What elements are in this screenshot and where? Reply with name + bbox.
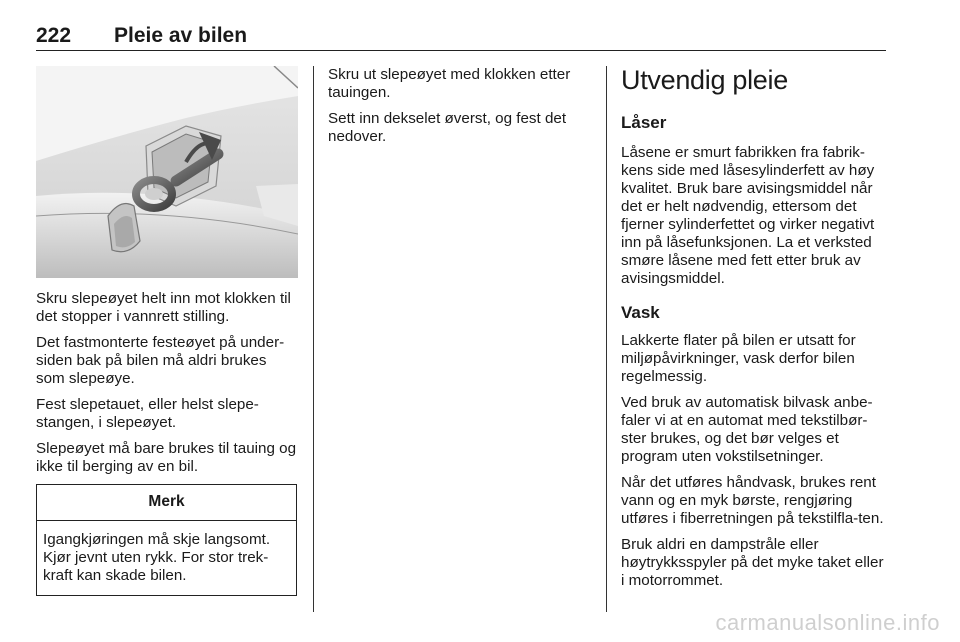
locks-paragraph: Låsene er smurt fabrikken fra fabrik-kens side med låsesylinderfett av høy kvalitet. Bruk bare avisingsmiddel når det er helt nødvendig, ettersom det fjerner sylinderfettet og virker negativt inn på låsefunksjonen. La et verksted smøre låsene med fett etter bruk av avisingsmiddel. [621,144,875,287]
towing-eye-illustration [36,66,298,278]
wash-paragraph: Når det utføres håndvask, brukes rent vann og en myk børste, rengjøring utføres i fiberretningen på tekstilfla-ten. [621,474,884,527]
towing-eye-drawing [36,66,298,278]
middle-column [328,66,592,154]
instruction-paragraph: Sett inn dekselet øverst, og fest det nedover. [328,110,567,145]
instruction-paragraph: Slepeøyet må bare brukes til tauing og ikke til berging av en bil. [36,440,297,475]
subsection-title-wash: Vask [621,303,660,322]
chapter-title: Pleie av bilen [114,24,248,47]
note-text: Igangkjøringen må skje langsomt. Kjør jevnt uten rykk. For stor trek-kraft kan skade bilen. [43,531,271,584]
wash-paragraph: Lakkerte flater på bilen er utsatt for miljøpåvirkninger, vask derfor bilen regelmessig. [621,332,856,385]
note-box [36,484,297,596]
instruction-paragraph: Skru ut slepeøyet med klokken etter tauingen. [328,66,571,101]
instruction-paragraph: Fest slepetauet, eller helst slepe-stangen, i slepeøyet. [36,396,259,431]
right-column [621,62,891,598]
wash-paragraph: Bruk aldri en dampstråle eller høytrykksspyler på det myke taket eller i motorrommet. [621,536,884,589]
wash-paragraph: Ved bruk av automatisk bilvask anbe-faler vi at en automat med tekstilbør-ster brukes, og det bør velges et program uten vokstilsetninger. [621,394,873,465]
section-title: Utvendig pleie [621,65,788,95]
subsection-title-locks: Låser [621,113,667,132]
watermark-text: carmanualsonline.info [715,610,940,635]
column-divider [313,66,314,612]
left-column [36,66,298,596]
column-divider [606,66,607,612]
instruction-paragraph: Skru slepeøyet helt inn mot klokken til det stopper i vannrett stilling. [36,290,291,325]
note-title: Merk [37,485,296,521]
page-header [36,22,886,51]
instruction-paragraph: Det fastmonterte festeøyet på under-siden bak på bilen må aldri brukes som slepeøye. [36,334,285,387]
page-number: 222 [36,24,72,47]
